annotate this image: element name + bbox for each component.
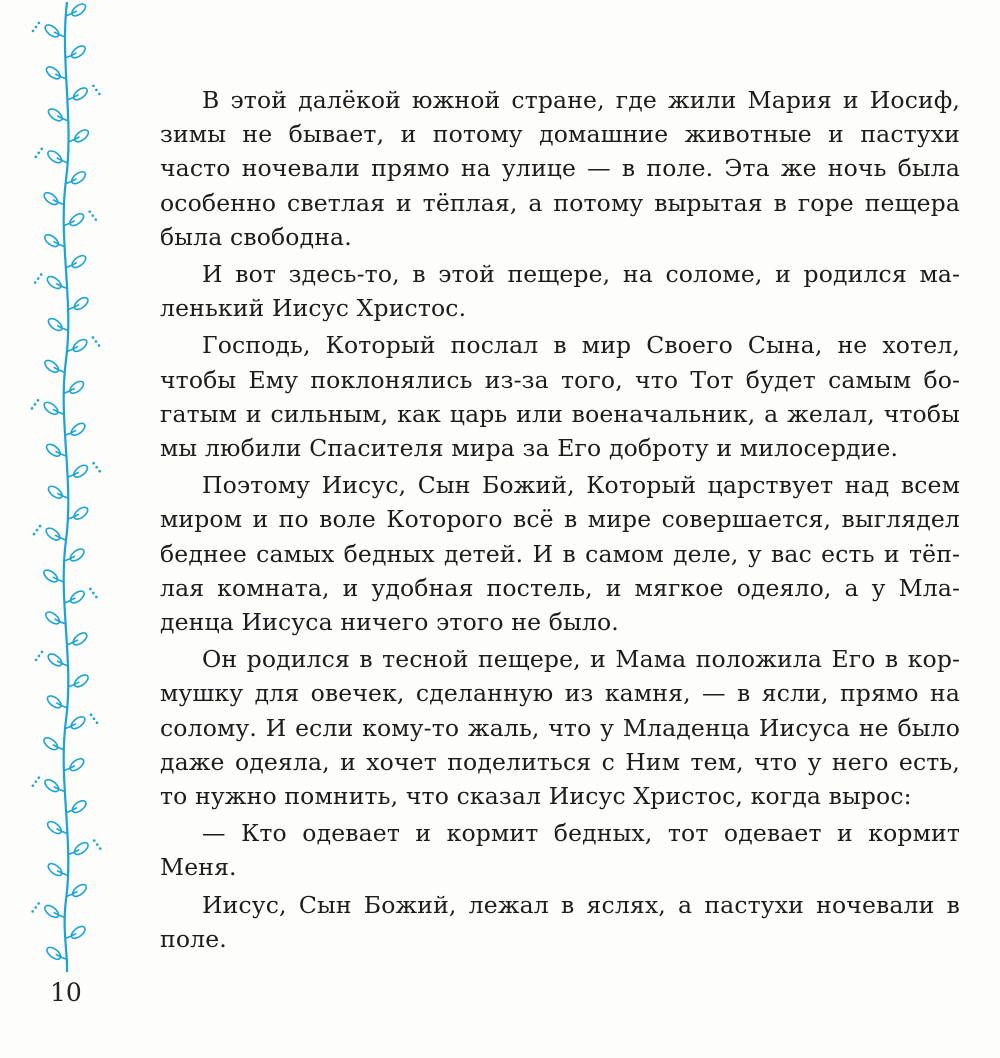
berry-dot: [39, 525, 42, 528]
berry-dot: [34, 403, 37, 406]
berry-dot: [34, 906, 37, 909]
leaf-icon: [68, 211, 86, 227]
berry-dot: [37, 152, 40, 155]
leaf-icon: [70, 169, 88, 185]
leaf-icon: [72, 463, 90, 479]
berry-dot: [35, 26, 38, 29]
berry-dot: [93, 717, 96, 720]
paragraph: — Кто одевает и кормит бедных, тот одевает и кормит Меня.: [160, 819, 960, 882]
paragraph: Поэтому Иисус, Сын Божий, Который царствует над всем миром и по воле Которого всё в мире совершается, выглядел беднее самых бедных детей. И в самом деле, у вас есть и тёплая комната, и удобная постель, и мягкое одеяло, а у Младенца Иисуса ничего этого не было.: [160, 471, 960, 637]
paragraph: Он родился в тесной пещере, и Мама положила Его в кормушку для овечек, сделанную из камня, — в ясли, прямо на солому. И если кому-то жаль, что у Младенца Иисуса не было даже одеяла, и хочет поделиться с Ним тем, что у него есть, то нужно помнить, что сказал Иисус Христос, когда вырос:: [160, 645, 960, 811]
berry-dot: [96, 721, 99, 724]
leaf-icon: [46, 107, 64, 123]
berry-dot: [34, 156, 37, 159]
body-text: [160, 83, 960, 956]
leafy-vine-icon: [22, 0, 112, 975]
leaf-icon: [68, 547, 86, 563]
paragraph: И вот здесь-то, в этой пещере, на соломе, и родился маленький Иисус Христос.: [160, 260, 960, 323]
leaf-icon: [46, 149, 64, 165]
berry-dot: [99, 847, 102, 850]
berry-dot: [32, 784, 35, 787]
leaf-icon: [73, 128, 91, 144]
berry-dot: [96, 843, 99, 846]
leaf-icon: [42, 400, 60, 416]
leaf-icon: [45, 274, 63, 290]
berry-dot: [92, 336, 95, 339]
leaf-icon: [72, 505, 90, 521]
berry-dot: [41, 651, 44, 654]
leaf-icon: [43, 358, 61, 374]
leaf-icon: [68, 379, 86, 395]
leaf-icon: [68, 756, 86, 772]
leaf-icon: [72, 673, 90, 689]
berry-dot: [92, 592, 95, 595]
leaf-icon: [71, 882, 89, 898]
leaf-icon: [43, 232, 61, 248]
leaf-icon: [45, 442, 63, 458]
leaf-icon: [44, 65, 62, 81]
leaf-icon: [43, 777, 61, 793]
leaf-icon: [70, 2, 88, 18]
berry-dot: [34, 281, 37, 284]
berry-dot: [40, 273, 43, 276]
leaf-icon: [72, 295, 90, 311]
berry-dot: [40, 148, 43, 151]
berry-dot: [90, 713, 93, 716]
berry-dot: [93, 839, 96, 842]
leaf-icon: [43, 23, 61, 39]
leaf-icon: [46, 861, 64, 877]
berry-dot: [89, 588, 92, 591]
leaf-icon: [69, 714, 87, 730]
paragraph: В этой далёкой южной стране, где жили Мария и Иосиф, зимы не бывает, и потому домашние животные и пастухи часто ночевали прямо на улице — в поле. Эта же ночь была особенно светлая и тёплая, а потому вырытая в горе пещера была свободна.: [160, 86, 960, 251]
leaf-icon: [69, 924, 87, 940]
berry-dot: [33, 533, 36, 536]
berry-dot: [31, 910, 34, 913]
berry-dot: [32, 30, 35, 33]
berry-dot: [31, 407, 34, 410]
leaf-icon: [42, 190, 60, 206]
paragraph: Господь, Который послал в мир Своего Сына, не хотел, чтобы Ему поклонялись из-за того, что Тот будет самым богатым и сильным, как царь или военачальник, а желал, чтобы мы любили Спасителя мира за Его доброту и милосердие.: [160, 331, 960, 463]
berry-dot: [37, 902, 40, 905]
berry-dot: [35, 780, 38, 783]
leaf-icon: [43, 903, 61, 919]
berry-dot: [98, 93, 101, 96]
leaf-icon: [71, 631, 89, 647]
berry-dot: [95, 340, 98, 343]
leaf-icon: [68, 589, 86, 605]
berry-dot: [38, 776, 41, 779]
leaf-icon: [71, 86, 89, 102]
berry-dot: [36, 529, 39, 532]
leaf-icon: [45, 694, 63, 710]
berry-dot: [88, 210, 91, 213]
berry-dot: [37, 277, 40, 280]
leaf-icon: [72, 840, 90, 856]
leaf-icon: [42, 568, 60, 584]
leaf-icon: [44, 610, 62, 626]
berry-dot: [92, 462, 95, 465]
berry-dot: [95, 596, 98, 599]
leaf-icon: [69, 421, 87, 437]
berry-dot: [35, 659, 38, 662]
leaf-icon: [46, 484, 64, 500]
leaf-icon: [46, 652, 64, 668]
leaf-icon: [70, 798, 88, 814]
berry-dot: [98, 344, 101, 347]
berry-dot: [94, 218, 97, 221]
berry-dot: [38, 655, 41, 658]
leaf-icon: [46, 819, 64, 835]
leaf-icon: [45, 945, 63, 961]
berry-dot: [37, 399, 40, 402]
berry-dot: [92, 85, 95, 88]
page-number: 10: [50, 978, 82, 1007]
leaf-icon: [70, 253, 88, 269]
berry-dot: [98, 470, 101, 473]
leaf-icon: [71, 337, 89, 353]
leaf-icon: [46, 316, 64, 332]
berry-dot: [91, 214, 94, 217]
berry-dot: [95, 89, 98, 92]
paragraph: Иисус, Сын Божий, лежал в яслях, а пастухи ночевали в поле.: [160, 890, 960, 953]
berry-dot: [95, 466, 98, 469]
leaf-icon: [42, 735, 60, 751]
leaf-icon: [69, 44, 87, 60]
berry-dot: [38, 22, 41, 25]
leaf-icon: [44, 526, 62, 542]
